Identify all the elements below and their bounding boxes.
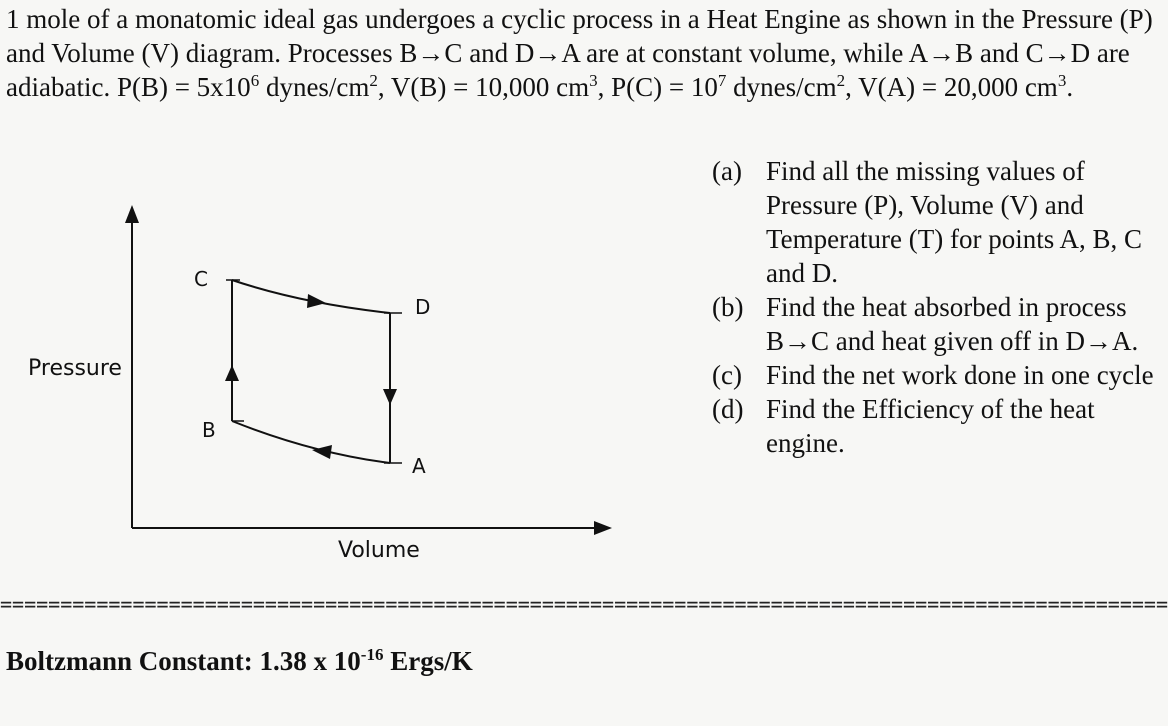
y-axis-label: Pressure: [28, 356, 122, 381]
question-list: [712, 154, 1157, 460]
exponent: 3: [1057, 71, 1067, 90]
constant-label: Boltzmann Constant: 1.38 x 10: [6, 646, 361, 676]
intro-part: , P(C) = 10: [597, 72, 718, 102]
process-ab: [232, 421, 390, 463]
question-text: Find all the missing values of Pressure (P), Volume (V) and Temperature (T) for points A, B, C and D.: [766, 156, 1143, 288]
arrow-right-icon: [307, 294, 326, 308]
x-axis-arrow-icon: [594, 521, 612, 535]
intro-part: , V(A) = 20,000 cm: [845, 72, 1058, 102]
arrow-down-icon: [383, 389, 397, 405]
exponent: 7: [717, 71, 727, 90]
question-label: (d): [712, 394, 744, 424]
separator: [0, 592, 1168, 616]
arrow-left-icon: [312, 445, 332, 459]
intro-part: dynes/cm: [259, 72, 370, 102]
question-d: [712, 392, 1157, 460]
boltzmann-constant: [6, 646, 473, 677]
point-c-label: C: [194, 267, 208, 291]
intro-part: , V(B) = 10,000 cm: [377, 72, 590, 102]
exponent: 2: [369, 71, 378, 90]
point-d-label: D: [415, 295, 431, 319]
problem-statement: [6, 2, 1156, 104]
intro-text: 1 mole of a monatomic ideal gas undergoes a cyclic process in a Heat Engine as shown in the Pressure (P) and Volume (V) diagram. Processes B→C and D→A are at constant volume, while A→B and C→D are adiabatic. P(B) = 5x10: [6, 4, 1153, 102]
question-label: (b): [712, 292, 744, 322]
question-a: [712, 154, 1157, 290]
constant-exponent: -16: [360, 645, 384, 664]
exponent: 3: [589, 71, 598, 90]
pb-exponent: 6: [250, 71, 260, 90]
exponent: 2: [836, 71, 846, 90]
question-text: Find the heat absorbed in process B→C and heat given off in D→A.: [766, 292, 1139, 356]
question-label: (c): [712, 360, 742, 390]
pv-diagram: [0, 195, 640, 575]
question-label: (a): [712, 156, 742, 186]
x-axis-label: Volume: [338, 538, 420, 563]
intro-part: .: [1066, 72, 1074, 102]
intro-part: dynes/cm: [726, 72, 837, 102]
question-b: [712, 290, 1157, 358]
arrow-up-icon: [225, 365, 239, 381]
question-c: [712, 358, 1157, 392]
question-text: Find the Efficiency of the heat engine.: [766, 394, 1095, 458]
constant-unit: Ergs/K: [383, 646, 473, 676]
y-axis-arrow-icon: [125, 205, 139, 223]
point-a-label: A: [412, 454, 426, 478]
separator-line: =================================================================================================: [0, 592, 1168, 616]
point-b-label: B: [202, 418, 216, 442]
question-text: Find the net work done in one cycle: [766, 360, 1154, 390]
